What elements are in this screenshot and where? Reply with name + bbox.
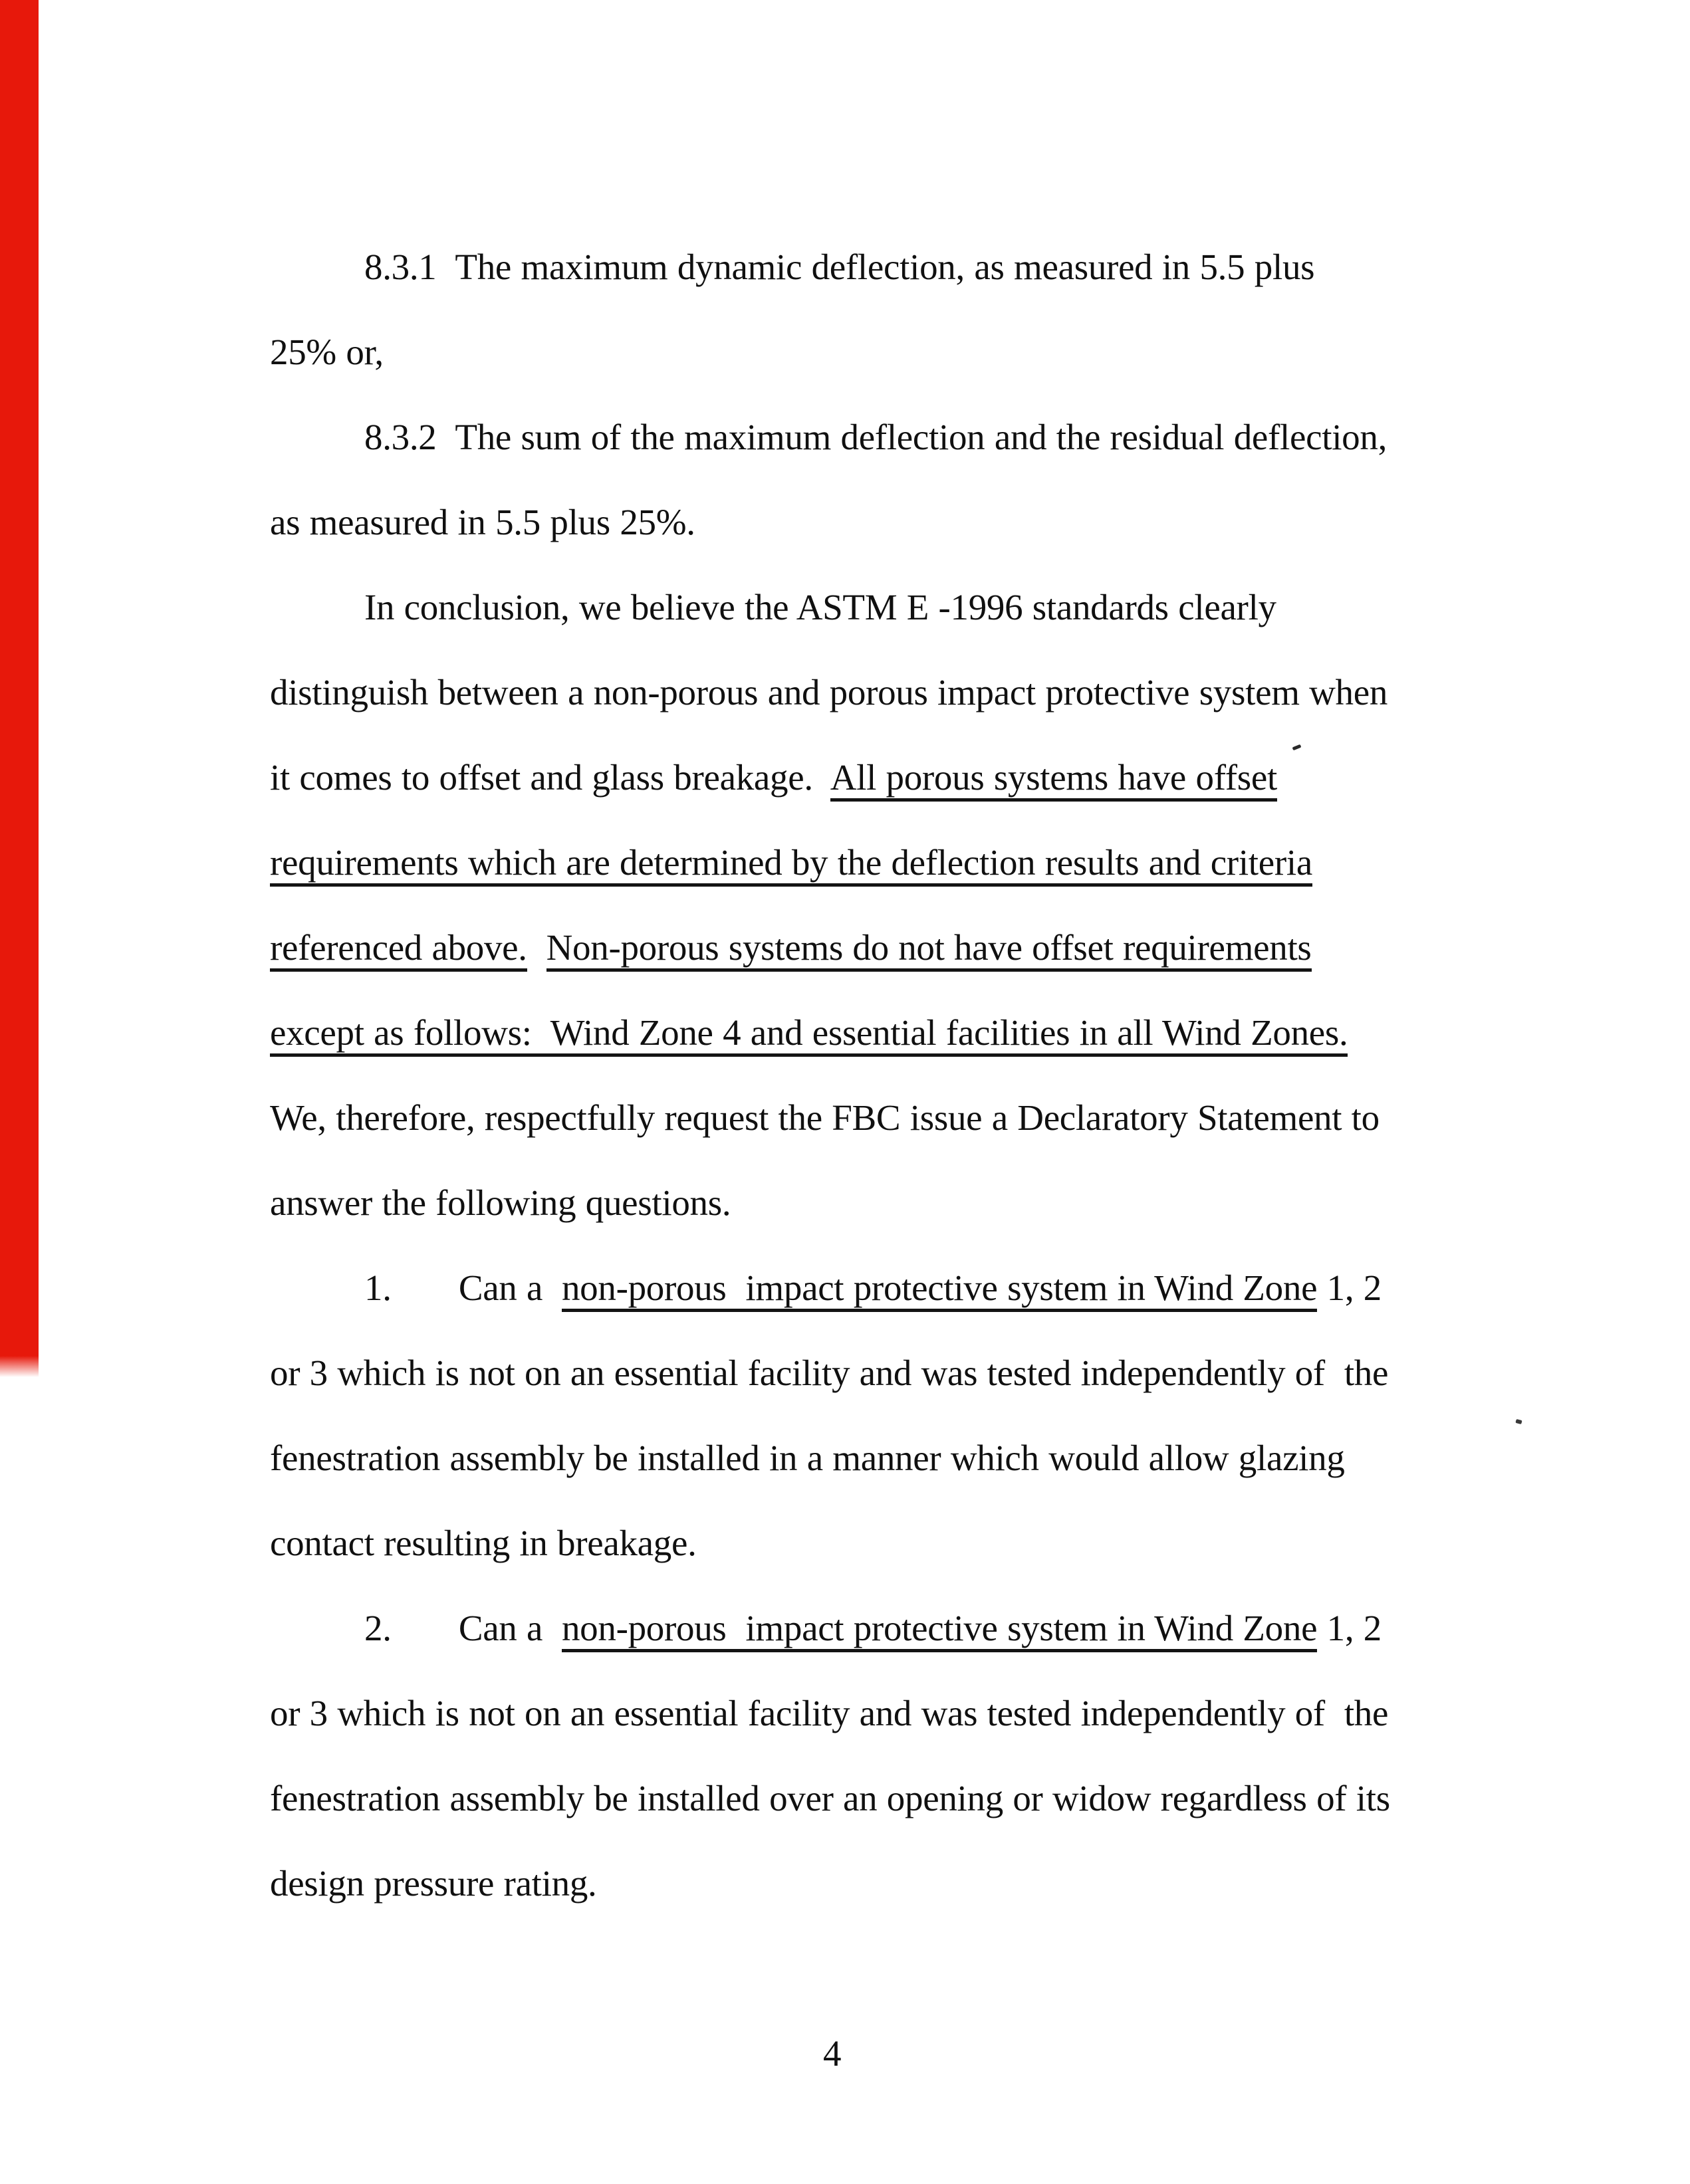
text: 8.3.1 The maximum dynamic deflection, as measured in 5.5 plus bbox=[364, 247, 1315, 287]
text: 1, 2 bbox=[1317, 1608, 1382, 1648]
text: fenestration assembly be installed over an opening or widow regardless of its bbox=[270, 1778, 1390, 1818]
text: 25% or, bbox=[270, 332, 384, 372]
text-line bbox=[270, 650, 1388, 735]
text: design pressure rating. bbox=[270, 1863, 597, 1904]
text-line bbox=[270, 1756, 1390, 1841]
text-line bbox=[270, 1246, 1382, 1331]
text-line bbox=[270, 1331, 1388, 1416]
underlined-text: requirements which are determined by the deflection results and criteria bbox=[270, 842, 1312, 887]
text-line bbox=[270, 990, 1348, 1075]
text-line bbox=[270, 225, 1314, 310]
text: fenestration assembly be installed in a manner which would allow glazing bbox=[270, 1438, 1345, 1478]
text-line bbox=[270, 395, 1387, 480]
text: In conclusion, we believe the ASTM E -1996 standards clearly bbox=[364, 587, 1276, 627]
underlined-text: referenced above. bbox=[270, 927, 527, 972]
text bbox=[527, 927, 546, 968]
text-line bbox=[270, 1416, 1345, 1501]
text: 2. bbox=[364, 1608, 392, 1648]
text-line bbox=[270, 565, 1276, 650]
text: 1. bbox=[364, 1267, 392, 1308]
page-number: 4 bbox=[823, 2033, 842, 2074]
text-line bbox=[270, 480, 695, 565]
text-line bbox=[270, 1160, 731, 1246]
underlined-text: non-porous impact protective system in Wind Zone bbox=[562, 1267, 1317, 1312]
underlined-text: Non-porous systems do not have offset requirements bbox=[546, 927, 1312, 972]
text-line bbox=[270, 1586, 1382, 1671]
text bbox=[392, 1608, 459, 1648]
text: contact resulting in breakage. bbox=[270, 1523, 697, 1563]
text-line bbox=[270, 310, 384, 395]
text-line bbox=[270, 820, 1312, 905]
text-line bbox=[270, 1075, 1380, 1160]
text: 8.3.2 The sum of the maximum deflection and the residual deflection, bbox=[364, 417, 1388, 457]
text-line bbox=[270, 1501, 697, 1586]
text: Can a bbox=[458, 1267, 562, 1308]
text-line bbox=[270, 1671, 1388, 1756]
underlined-text: except as follows: Wind Zone 4 and essential facilities in all Wind Zones. bbox=[270, 1012, 1348, 1057]
text: distinguish between a non-porous and porous impact protective system when bbox=[270, 672, 1388, 712]
text: Can a bbox=[458, 1608, 562, 1648]
text: answer the following questions. bbox=[270, 1182, 731, 1223]
text: We, therefore, respectfully request the FBC issue a Declaratory Statement to bbox=[270, 1097, 1380, 1138]
text: 1, 2 bbox=[1317, 1267, 1382, 1308]
text-line bbox=[270, 735, 1277, 820]
underlined-text: All porous systems have offset bbox=[830, 757, 1277, 802]
text: or 3 which is not on an essential facility and was tested independently of the bbox=[270, 1353, 1389, 1393]
text: or 3 which is not on an essential facility and was tested independently of the bbox=[270, 1693, 1389, 1733]
text: it comes to offset and glass breakage. bbox=[270, 757, 830, 798]
text-line bbox=[270, 1841, 597, 1926]
text-line bbox=[270, 905, 1312, 990]
text: as measured in 5.5 plus 25%. bbox=[270, 502, 695, 542]
underlined-text: non-porous impact protective system in Wind Zone bbox=[562, 1608, 1317, 1652]
text bbox=[392, 1267, 459, 1308]
